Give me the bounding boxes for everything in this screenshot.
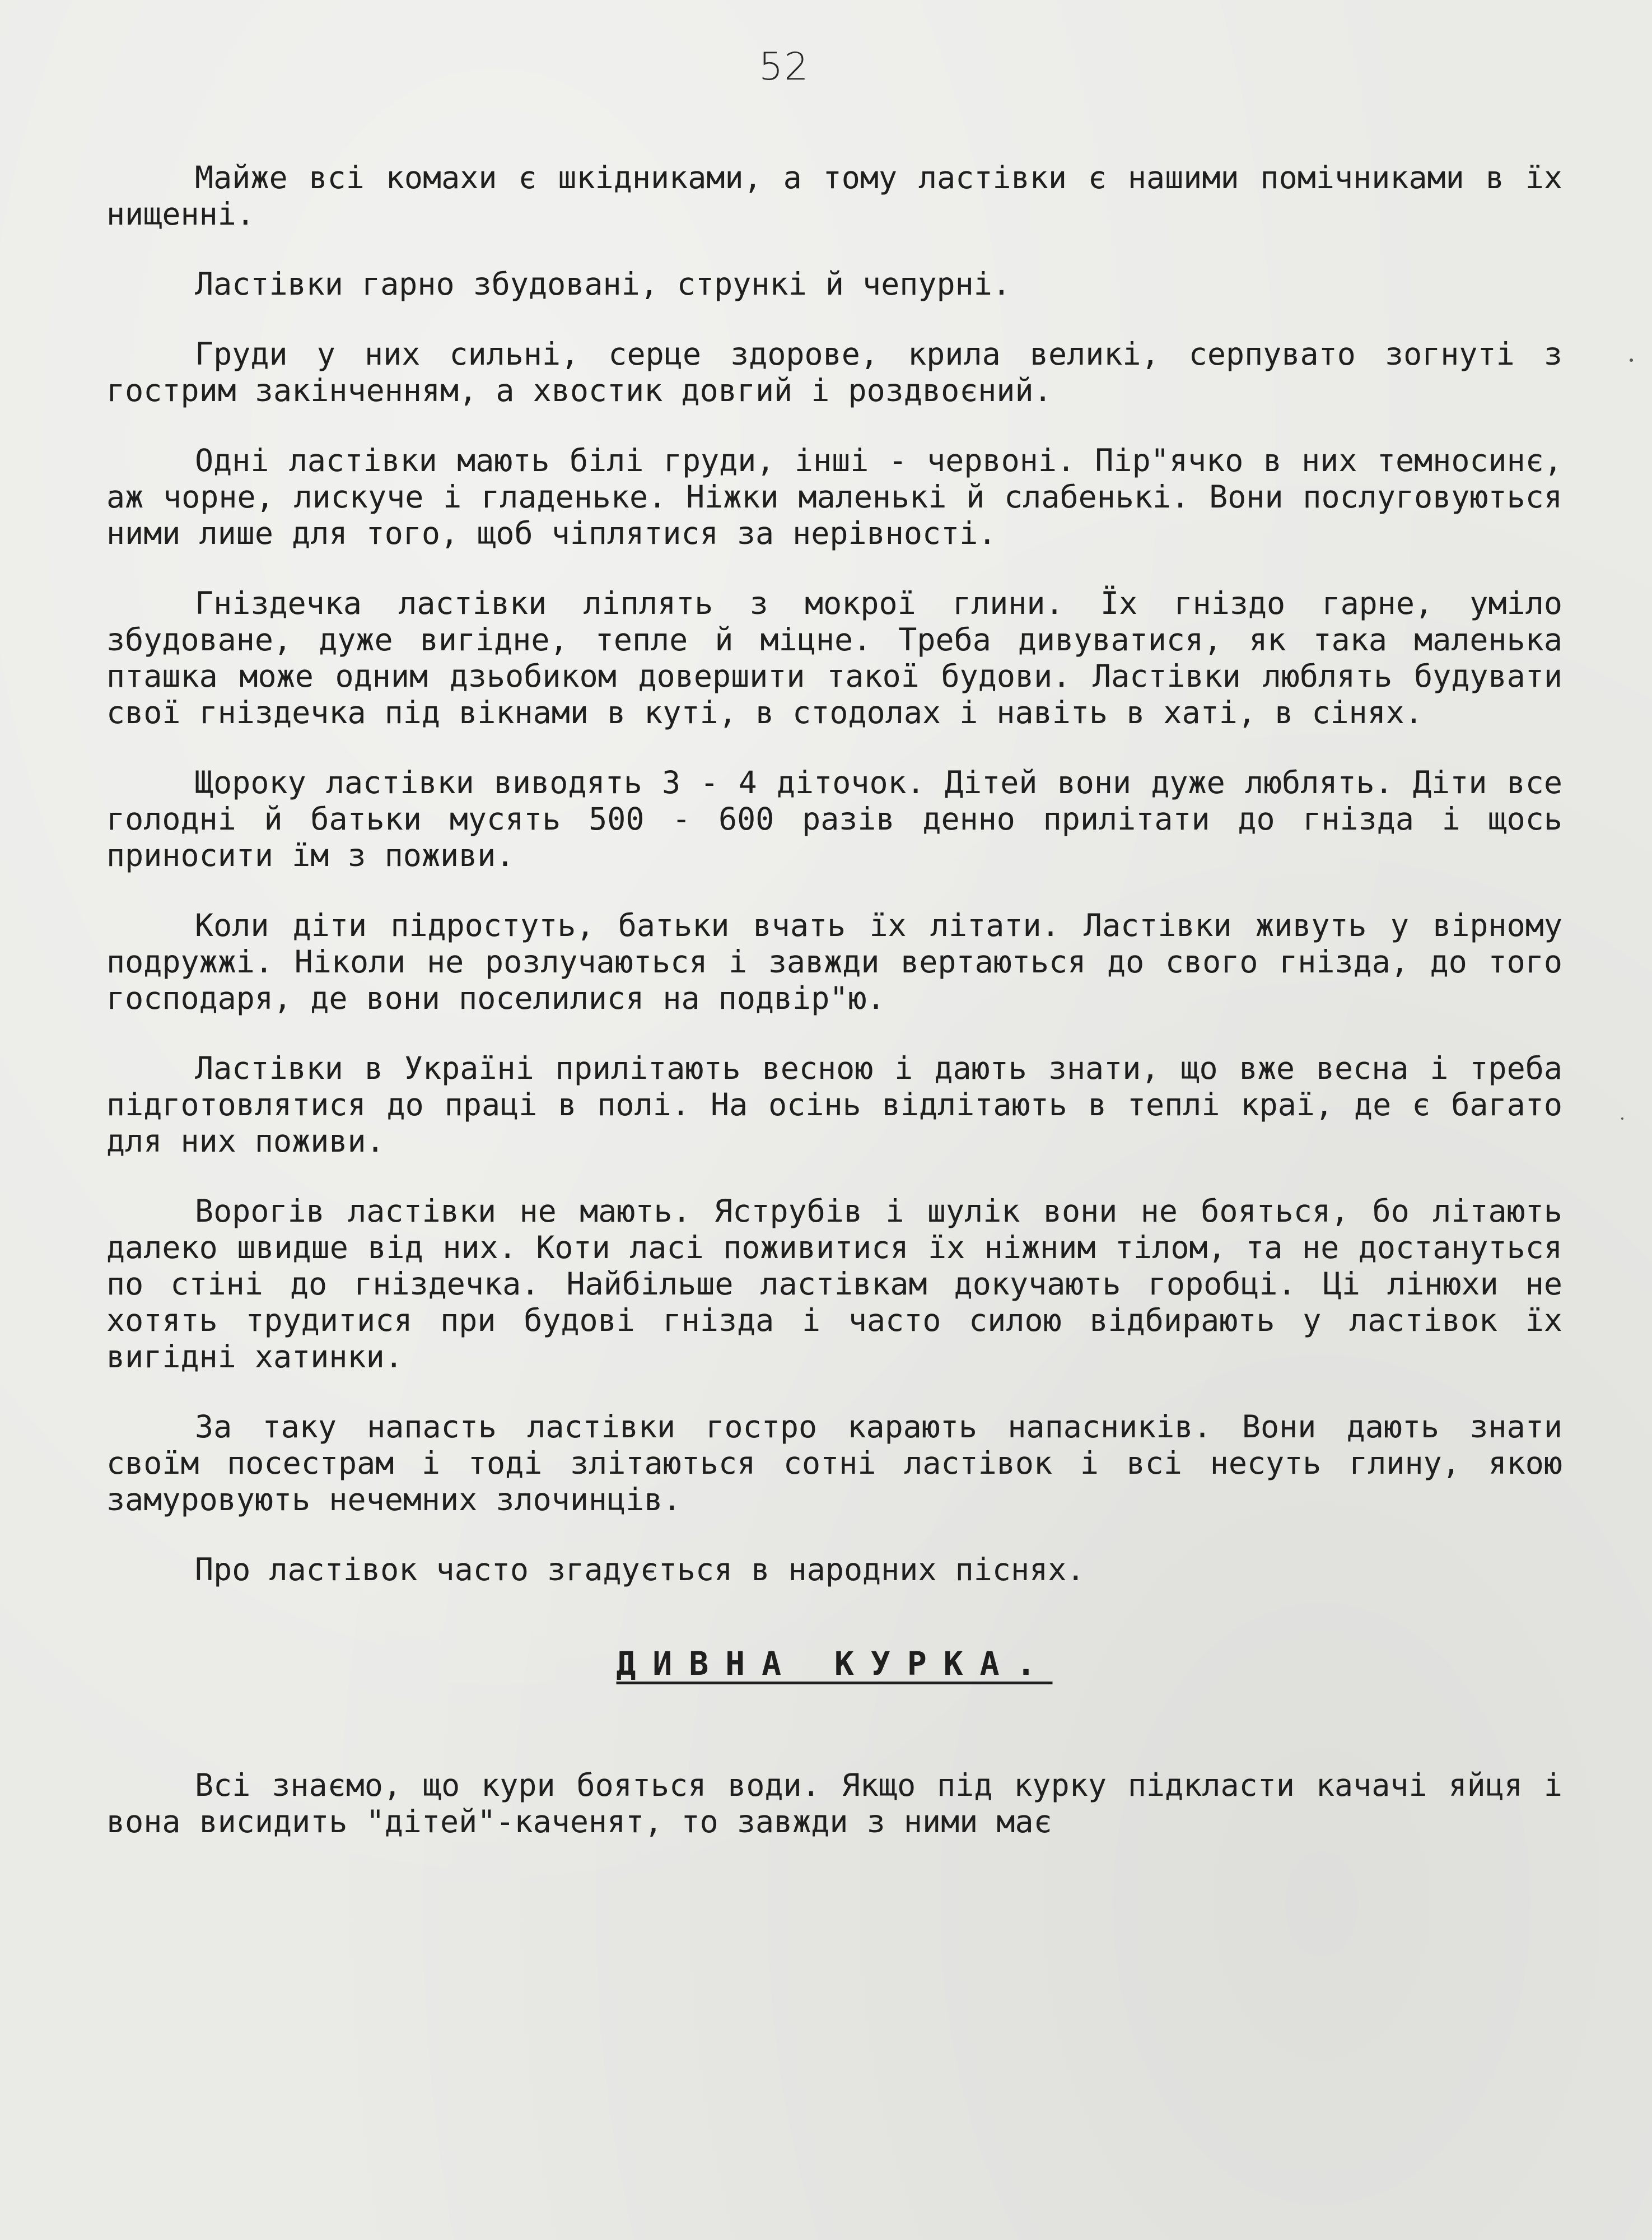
paragraph: Майже всі комахи є шкідниками, а тому ластівки є нашими помічниками в їх нищенні. — [106, 160, 1562, 232]
paragraph: Ластівки в Україні прилітають весною і дають знати, що вже весна і треба підготовлятися до праці в полі. На осінь відлітають в теплі краї, де є багато для них поживи. — [106, 1050, 1562, 1159]
paragraph: Гніздечка ластівки ліплять з мокрої глини. Їх гніздо гарне, уміло збудоване, дуже вигідне, тепле й міцне. Треба дивуватися, як така маленька пташка може одним дзьобиком довершити такої будови. Ластівки люблять будувати свої гніздечка під вікнами в куті, в стодолах і навіть в хаті, в сінях. — [106, 585, 1562, 730]
section-heading: ДИВНА КУРКА. — [616, 1645, 1053, 1683]
paper-speck — [1621, 1117, 1623, 1120]
paragraph: Про ластівок часто згадується в народних піснях. — [195, 1552, 1085, 1587]
paragraph: Одні ластівки мають білі груди, інші - червоні. Пір"ячко в них темносинє, аж чорне, лискуче і гладеньке. Ніжки маленькі й слабенькі. Вони послуговуються ними лише для того, щоб чіплятися за нерівності. — [106, 443, 1562, 551]
paragraph: Ворогів ластівки не мають. Яструбів і шулік вони не бояться, бо літають далеко швидше від них. Коти ласі поживитися їх ніжним тілом, та не достануться по стіні до гніздечка. Найбільше ластівкам докучають горобці. Ці лінюхи не хотять трудитися при будові гнізда і часто силою відбирають у ластівок їх вигідні хатинки. — [106, 1193, 1562, 1375]
paragraph: Ластівки гарно збудовані, стрункі й чепурні. — [195, 266, 1011, 302]
paragraph: Всі знаємо, що кури бояться води. Якщо під курку підкласти качачі яйця і вона висидить "дітей"-каченят, то завжди з ними має — [106, 1767, 1562, 1839]
paper-speck — [1630, 358, 1633, 362]
paragraph: Коли діти підростуть, батьки вчать їх літати. Ластівки живуть у вірному подружжі. Ніколи не розлучаються і завжди вертаються до свого гнізда, до того господаря, де вони поселилися на подвір"ю. — [106, 907, 1562, 1016]
page-number: 52 — [759, 45, 810, 89]
paragraph: За таку напасть ластівки гостро карають напасників. Вони дають знати своїм посестрам і тоді злітаються сотні ластівок і всі несуть глину, якою замуровують нечемних злочинців. — [106, 1409, 1562, 1517]
paragraph: Щороку ластівки виводять 3 - 4 діточок. Дітей вони дуже люблять. Діти все голодні й батьки мусять 500 - 600 разів денно прилітати до гнізда і щось приносити їм з поживи. — [106, 765, 1562, 873]
document-body — [106, 160, 1562, 1874]
paragraph: Груди у них сильні, серце здорове, крила великі, серпувато зогнуті з гострим закінченням, а хвостик довгий і роздвоєний. — [106, 336, 1562, 408]
